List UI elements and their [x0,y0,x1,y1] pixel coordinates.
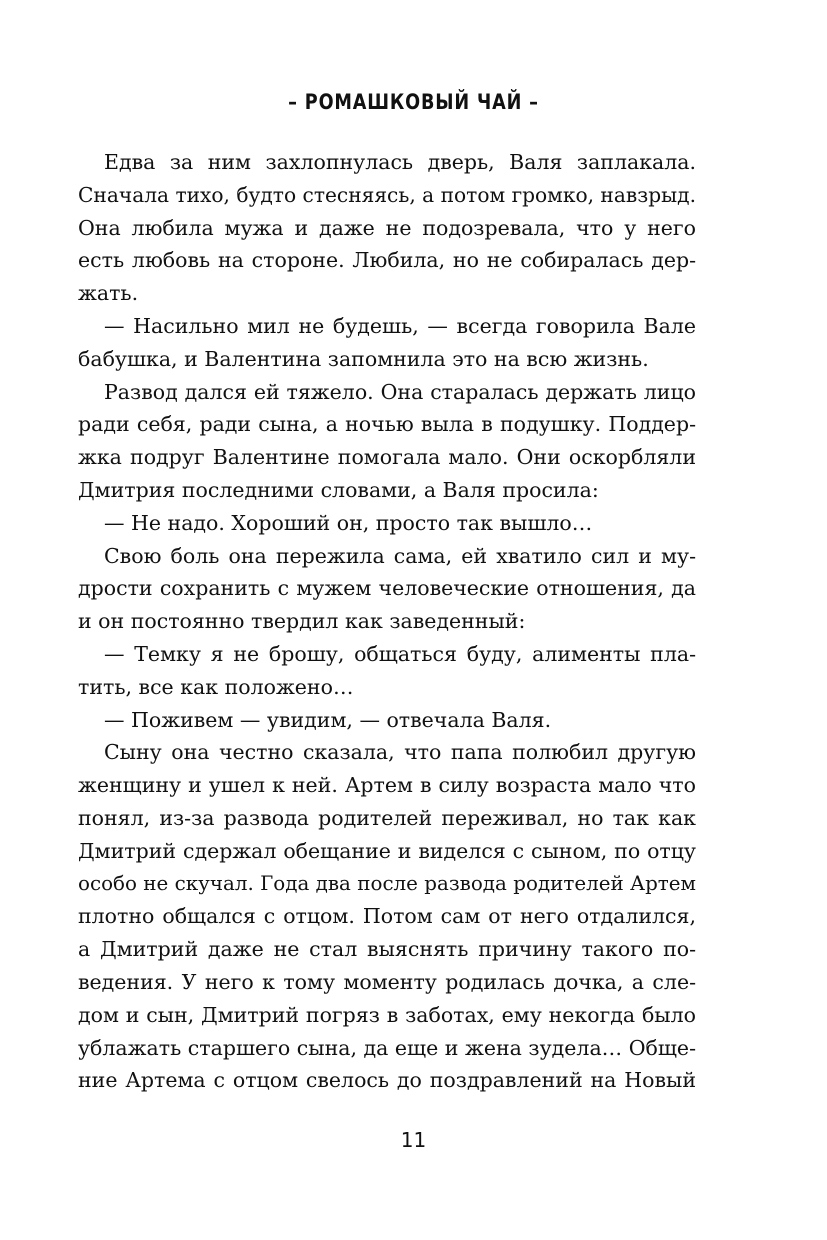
text-line: а Дмитрий даже не стал выяснять причину такого по- [78,937,696,962]
text-line: и он постоянно твердил как заведенный: [78,609,526,634]
text-line: Сыну она честно сказала, что папа полюбил другую [104,740,696,765]
text-line: особо не скучал. Года два после развода родителей Артем [78,871,696,895]
text-line: жать. [78,281,139,306]
text-line: — Насильно мил не будешь, — всегда говорила Вале [104,313,696,338]
text-line: женщину и ушел к ней. Артем в силу возраста мало что [78,773,696,798]
text-line: Дмитрия последними словами, а Валя просила: [78,477,599,502]
text-line: Свою боль она пережила сама, ей хватило сил и му- [104,543,696,568]
text-line: ради себя, ради сына, а ночью выла в подушку. Поддер- [78,412,696,437]
text-line: ние Артема с отцом свелось до поздравлений на Новый [78,1068,696,1093]
text-line: ведения. У него к тому моменту родилась дочка, а сле- [78,969,696,994]
text-line: плотно общался с отцом. Потом сам от него отдалился, [78,904,696,929]
text-line: — Не надо. Хороший он, просто так вышло… [104,510,593,535]
text-line: понял, из-за развода родителей переживал, но так как [78,805,696,830]
text-line: бабушка, и Валентина запомнила это на всю жизнь. [78,346,649,371]
text-line: Едва за ним захлопнулась дверь, Валя заплакала. [104,150,696,174]
text-line: жка подруг Валентине помогала мало. Они оскорбляли [78,445,696,470]
text-line: — Темку я не брошу, общаться буду, алименты пла- [104,641,696,666]
text-line: Сначала тихо, будто стесняясь, а потом громко, навзрыд. [78,182,696,207]
text-line: Она любила мужа и даже не подозревала, что у него [78,215,696,240]
text-line: Развод дался ей тяжело. Она старалась держать лицо [104,379,696,404]
page-number: 11 [400,1128,427,1152]
text-line: — Поживем — увидим, — отвечала Валя. [104,707,552,732]
running-head: – РОМАШКОВЫЙ ЧАЙ – [288,90,539,114]
text-line: ублажать старшего сына, да еще и жена зудела… Обще- [78,1035,696,1060]
text-line: дрости сохранить с мужем человеческие отношения, да [78,576,696,601]
text-line: есть любовь на стороне. Любила, но не собиралась дер- [78,248,696,273]
text-line: Дмитрий сдержал обещание и виделся с сыном, по отцу [78,838,696,863]
body-text [78,146,696,1097]
text-line: дом и сын, Дмитрий погряз в заботах, ему некогда было [78,1002,696,1027]
text-line: тить, все как положено… [78,674,354,699]
